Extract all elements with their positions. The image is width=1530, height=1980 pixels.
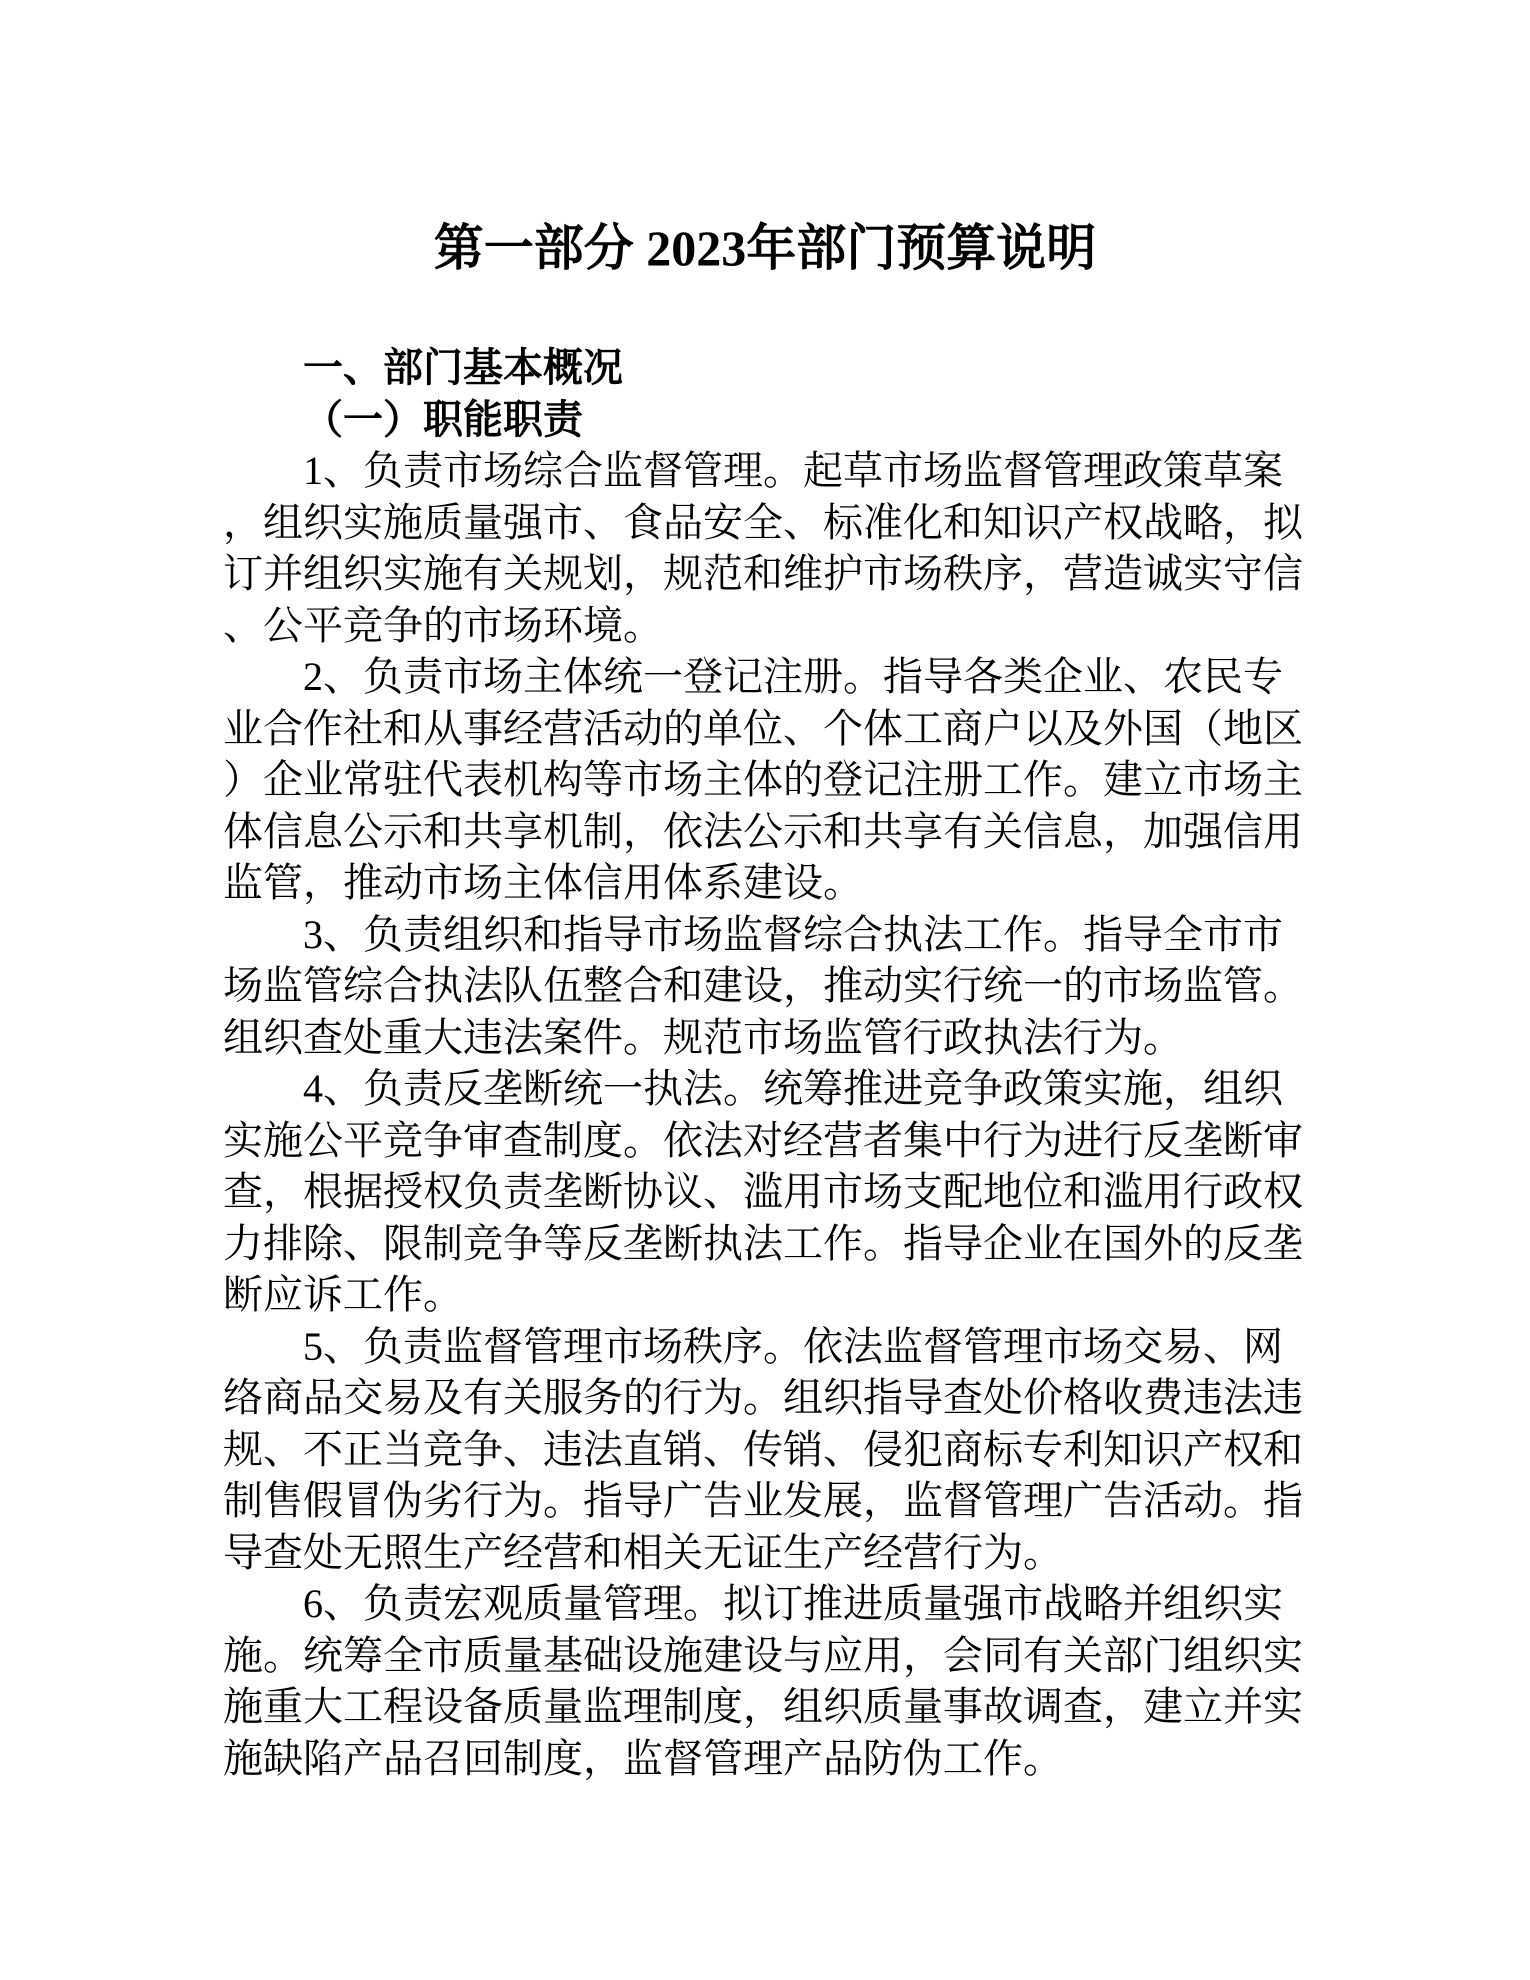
paragraph-line: 断应诉工作。 (223, 1272, 463, 1317)
paragraph-line: 施缺陷产品召回制度，监督管理产品防伪工作。 (223, 1735, 1063, 1781)
section-heading: 一、部门基本概况 (303, 345, 623, 390)
paragraph-list (223, 445, 1303, 1784)
paragraph-line: 监管，推动市场主体信用体系建设。 (223, 860, 863, 905)
paragraph-line: ，组织实施质量强市、食品安全、标准化和知识产权战略，拟 (223, 499, 1303, 545)
paragraph (223, 651, 1303, 909)
paragraph (223, 1321, 1303, 1579)
paragraph-line: 2、负责市场主体统一登记注册。指导各类企业、农民专 (303, 654, 1283, 699)
paragraph (223, 909, 1303, 1064)
paragraph-line: 制售假冒伪劣行为。指导广告业发展，监督管理广告活动。指 (223, 1478, 1303, 1523)
paragraph-line: 查，根据授权负责垄断协议、滥用市场支配地位和滥用行政权 (223, 1169, 1303, 1214)
paragraph-line: 、公平竞争的市场环境。 (223, 602, 663, 648)
paragraph-line: 体信息公示和共享机制，依法公示和共享有关信息，加强信用 (223, 808, 1303, 854)
paragraph (223, 1063, 1303, 1321)
paragraph-line: 场监管综合执法队伍整合和建设，推动实行统一的市场监管。 (223, 963, 1303, 1008)
page-title: 第一部分 2023年部门预算说明 (433, 220, 1097, 276)
document-body (223, 342, 1303, 1784)
paragraph-line: ）企业常驻代表机构等市场主体的登记注册工作。建立市场主 (223, 757, 1303, 802)
paragraph-line: 订并组织实施有关规划，规范和维护市场秩序，营造诚实守信 (223, 551, 1303, 596)
paragraph (223, 445, 1303, 651)
paragraph-line: 业合作社和从事经营活动的单位、个体工商户以及外国（地区 (223, 705, 1303, 751)
paragraph-line: 络商品交易及有关服务的行为。组织指导查处价格收费违法违 (223, 1375, 1303, 1420)
paragraph-line: 5、负责监督管理市场秩序。依法监督管理市场交易、网 (303, 1323, 1283, 1369)
paragraph-line: 导查处无照生产经营和相关无证生产经营行为。 (223, 1529, 1063, 1575)
paragraph (223, 1578, 1303, 1784)
paragraph-line: 力排除、限制竞争等反垄断执法工作。指导企业在国外的反垄 (223, 1220, 1303, 1266)
paragraph-line: 1、负责市场综合监督管理。起草市场监督管理政策草案 (303, 448, 1283, 493)
paragraph-line: 施。统筹全市质量基础设施建设与应用，会同有关部门组织实 (223, 1632, 1303, 1678)
paragraph-line: 规、不正当竞争、违法直销、传销、侵犯商标专利知识产权和 (223, 1426, 1303, 1472)
paragraph-line: 4、负责反垄断统一执法。统筹推进竞争政策实施，组织 (303, 1066, 1283, 1111)
paragraph-line: 组织查处重大违法案件。规范市场监管行政执法行为。 (223, 1014, 1183, 1060)
paragraph-line: 实施公平竞争审查制度。依法对经营者集中行为进行反垄断审 (223, 1117, 1303, 1163)
subsection-heading: （一）职能职责 (303, 396, 583, 442)
paragraph-line: 3、负责组织和指导市场监督综合执法工作。指导全市市 (303, 911, 1283, 957)
paragraph-line: 施重大工程设备质量监理制度，组织质量事故调查，建立并实 (223, 1684, 1303, 1729)
paragraph-line: 6、负责宏观质量管理。拟订推进质量强市战略并组织实 (303, 1581, 1283, 1626)
